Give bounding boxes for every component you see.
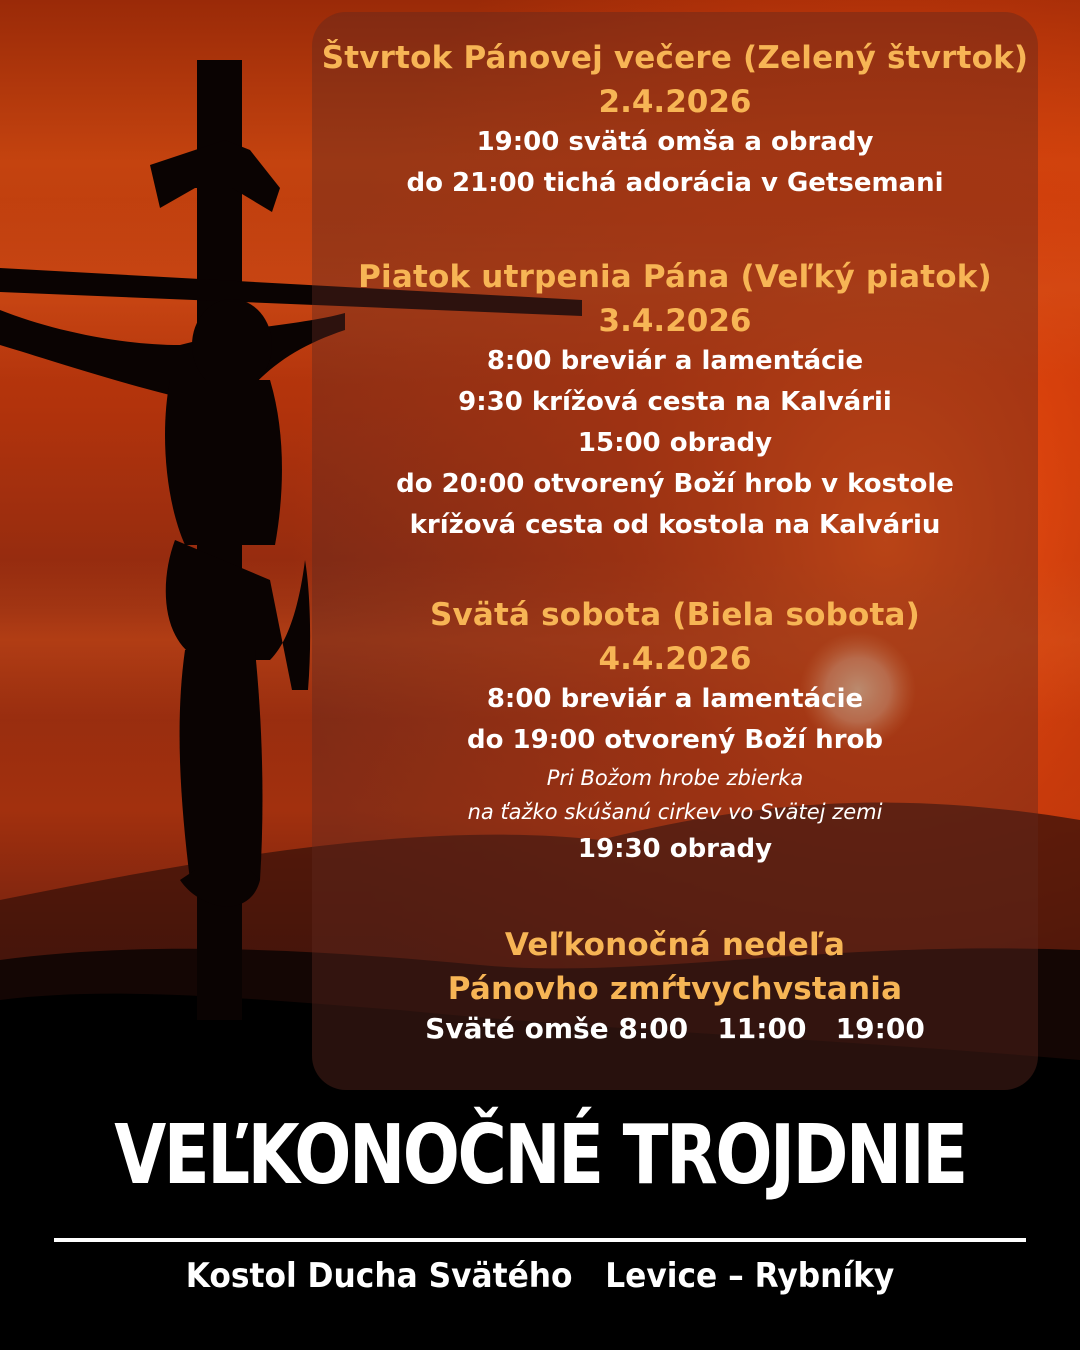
day-title-line-2: Pánovho zmŕtvychvstania [447, 971, 903, 1007]
day-date: 2.4.2026 [598, 84, 752, 120]
divider [54, 1238, 1026, 1242]
schedule-line: do 19:00 otvorený Boží hrob [467, 725, 883, 755]
schedule-line: 15:00 obrady [577, 428, 773, 458]
schedule-line: 19:30 obrady [577, 834, 773, 864]
day-block-thursday [312, 40, 1038, 204]
main-title: VEĽKONOČNÉ TROJDNIE [114, 1108, 966, 1203]
collection-note: Pri Božom hrobe zbierka [546, 766, 804, 790]
schedule-line: 9:30 krížová cesta na Kalvárii [458, 387, 892, 417]
schedule-line: 8:00 breviár a lamentácie [486, 684, 864, 714]
mass-times: Sväté omše 8:00 11:00 19:00 [425, 1012, 925, 1045]
day-date: 3.4.2026 [598, 303, 752, 339]
day-date: 4.4.2026 [598, 641, 752, 677]
day-title: Veľkonočná nedeľa [504, 927, 846, 963]
day-block-saturday [312, 597, 1038, 870]
collection-note: na ťažko skúšanú cirkev vo Svätej zemi [467, 800, 883, 824]
schedule-line: do 21:00 tichá adorácia v Getsemani [406, 168, 944, 198]
schedule-line: 19:00 svätá omša a obrady [476, 127, 874, 157]
schedule-line: do 20:00 otvorený Boží hrob v kostole [396, 469, 954, 499]
church-location: Kostol Ducha Svätého Levice – Rybníky [185, 1256, 895, 1296]
schedule-line: 8:00 breviár a lamentácie [486, 346, 864, 376]
day-title: Svätá sobota (Biela sobota) [429, 597, 921, 633]
day-title: Piatok utrpenia Pána (Veľký piatok) [358, 259, 992, 295]
day-block-sunday [312, 927, 1038, 1048]
schedule-line: krížová cesta od kostola na Kalváriu [409, 510, 941, 540]
day-block-friday [312, 259, 1038, 546]
day-title: Štvrtok Pánovej večere (Zelený štvrtok) [321, 40, 1029, 76]
